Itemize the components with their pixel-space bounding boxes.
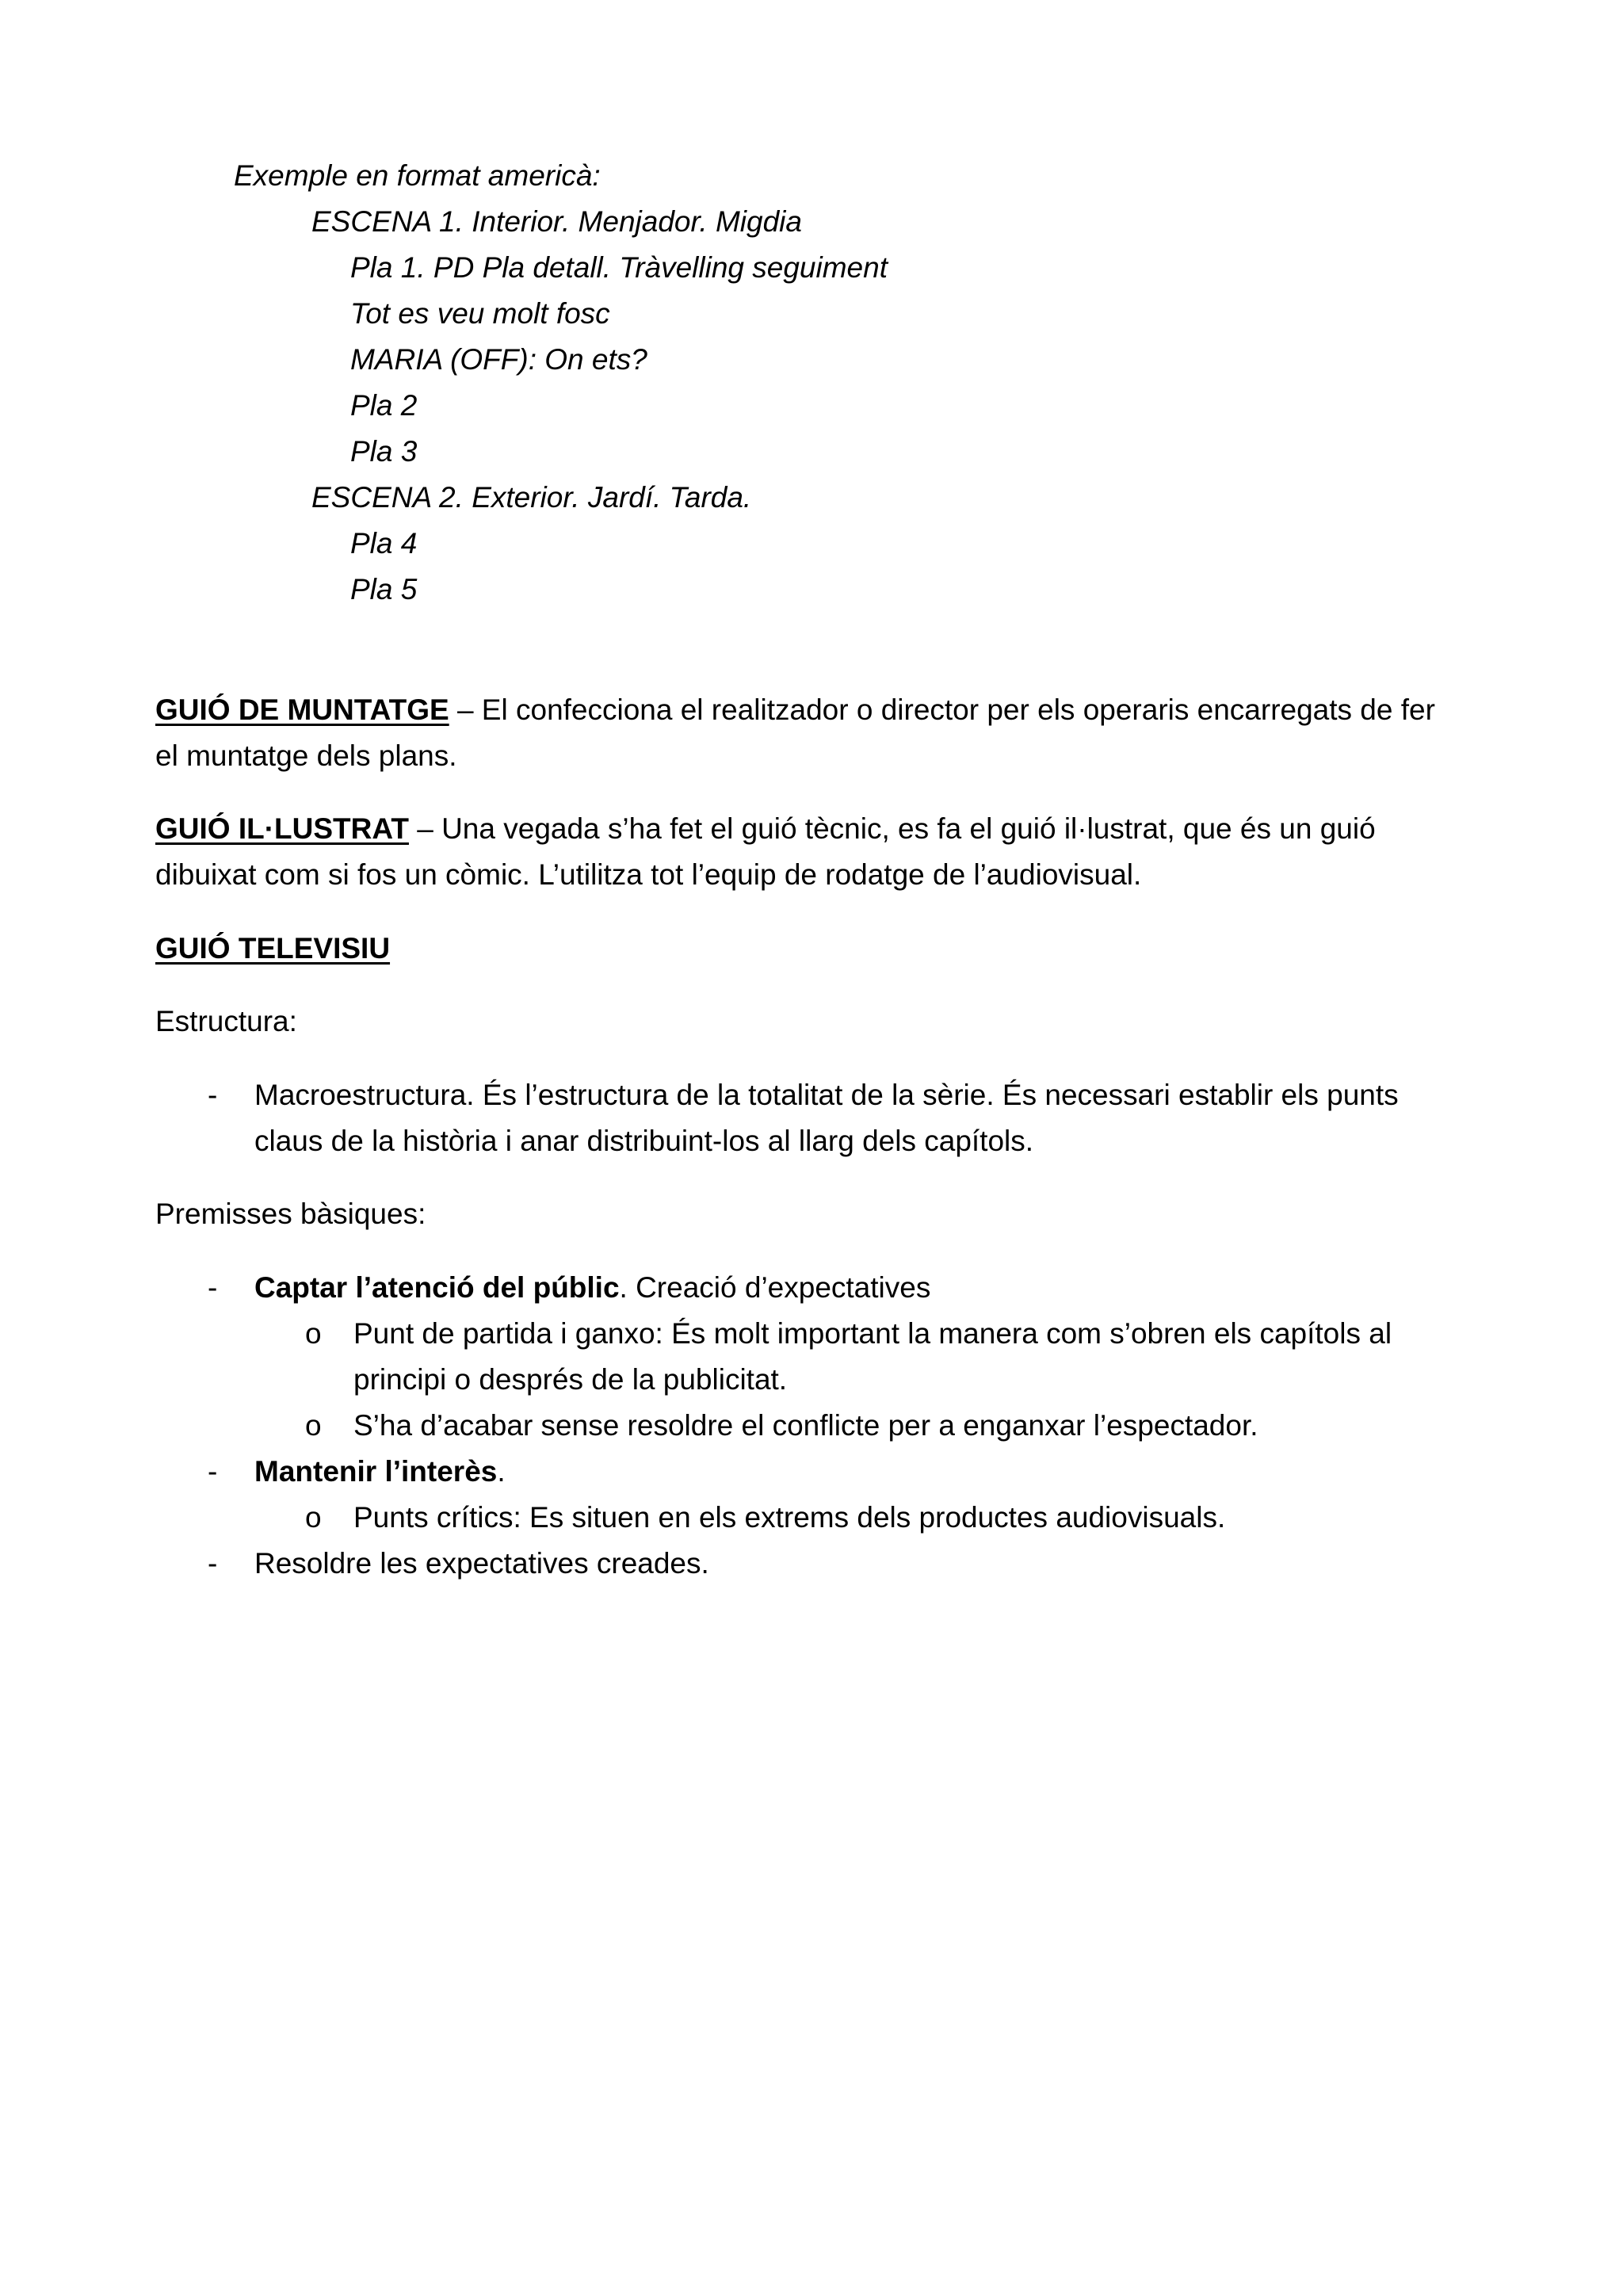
premisse-3: Resoldre les expectatives creades. xyxy=(254,1547,709,1580)
example-heading: Exemple en format americà: xyxy=(234,159,601,192)
sub-bullet: o xyxy=(305,1409,322,1442)
sub-bullet: o xyxy=(305,1501,322,1534)
muntatge-text-1: – El confecciona el realitzador o director per els operaris encarregats de fer xyxy=(449,693,1435,726)
example-scene-1: ESCENA 1. Interior. Menjador. Migdia xyxy=(311,205,802,238)
premisse-1-sub-1-line-1: Punt de partida i ganxo: És molt important la manera com s’obren els capítols al xyxy=(353,1317,1392,1350)
premisse-2 xyxy=(254,1449,506,1495)
illustrat-paragraph-line-1 xyxy=(155,806,1376,852)
illustrat-text-2: dibuixat com si fos un còmic. L’utilitza tot l’equip de rodatge de l’audiovisual. xyxy=(155,858,1142,891)
example-line-maria: MARIA (OFF): On ets? xyxy=(350,343,647,376)
example-line-pla-4: Pla 4 xyxy=(350,527,418,560)
muntatge-text-2: el muntatge dels plans. xyxy=(155,739,457,772)
premisses-label: Premisses bàsiques: xyxy=(155,1198,426,1230)
premisse-1-sub-2: S’ha d’acabar sense resoldre el conflicte per a enganxar l’espectador. xyxy=(353,1409,1258,1442)
illustrat-text-1: – Una vegada s’ha fet el guió tècnic, es fa el guió il·lustrat, que és un guió xyxy=(408,812,1376,845)
televisiu-title: GUIÓ TELEVISIU xyxy=(155,932,391,965)
sub-bullet: o xyxy=(305,1317,322,1350)
premisse-1 xyxy=(254,1265,930,1311)
estructura-item-line-1: Macroestructura. És l’estructura de la totalitat de la sèrie. És necessari establir els punts xyxy=(254,1079,1399,1111)
premisse-2-bold: Mantenir l’interès xyxy=(254,1455,498,1488)
list-dash: - xyxy=(208,1079,218,1111)
list-dash: - xyxy=(208,1547,218,1580)
list-dash: - xyxy=(208,1271,218,1304)
example-line-pla-1: Pla 1. PD Pla detall. Tràvelling seguiment xyxy=(350,251,888,284)
illustrat-title: GUIÓ IL·LUSTRAT xyxy=(155,812,409,845)
list-dash: - xyxy=(208,1455,218,1488)
premisse-1-rest: . Creació d’expectatives xyxy=(619,1271,931,1304)
example-line-pla-2: Pla 2 xyxy=(350,389,418,422)
example-scene-2: ESCENA 2. Exterior. Jardí. Tarda. xyxy=(311,481,752,514)
muntatge-title: GUIÓ DE MUNTATGE xyxy=(155,693,449,726)
muntatge-paragraph-line-1 xyxy=(155,687,1435,733)
example-line-fosc: Tot es veu molt fosc xyxy=(350,297,610,330)
estructura-label: Estructura: xyxy=(155,1005,297,1037)
premisse-1-sub-1-line-2: principi o després de la publicitat. xyxy=(353,1363,788,1396)
premisse-2-sub-1: Punts crítics: Es situen en els extrems dels productes audiovisuals. xyxy=(353,1501,1226,1534)
estructura-item-line-2: claus de la història i anar distribuint-los al llarg dels capítols. xyxy=(254,1125,1034,1157)
example-line-pla-3: Pla 3 xyxy=(350,435,418,468)
example-line-pla-5: Pla 5 xyxy=(350,573,418,606)
premisse-1-bold: Captar l’atenció del públic xyxy=(254,1271,620,1304)
premisse-2-rest: . xyxy=(497,1455,506,1488)
